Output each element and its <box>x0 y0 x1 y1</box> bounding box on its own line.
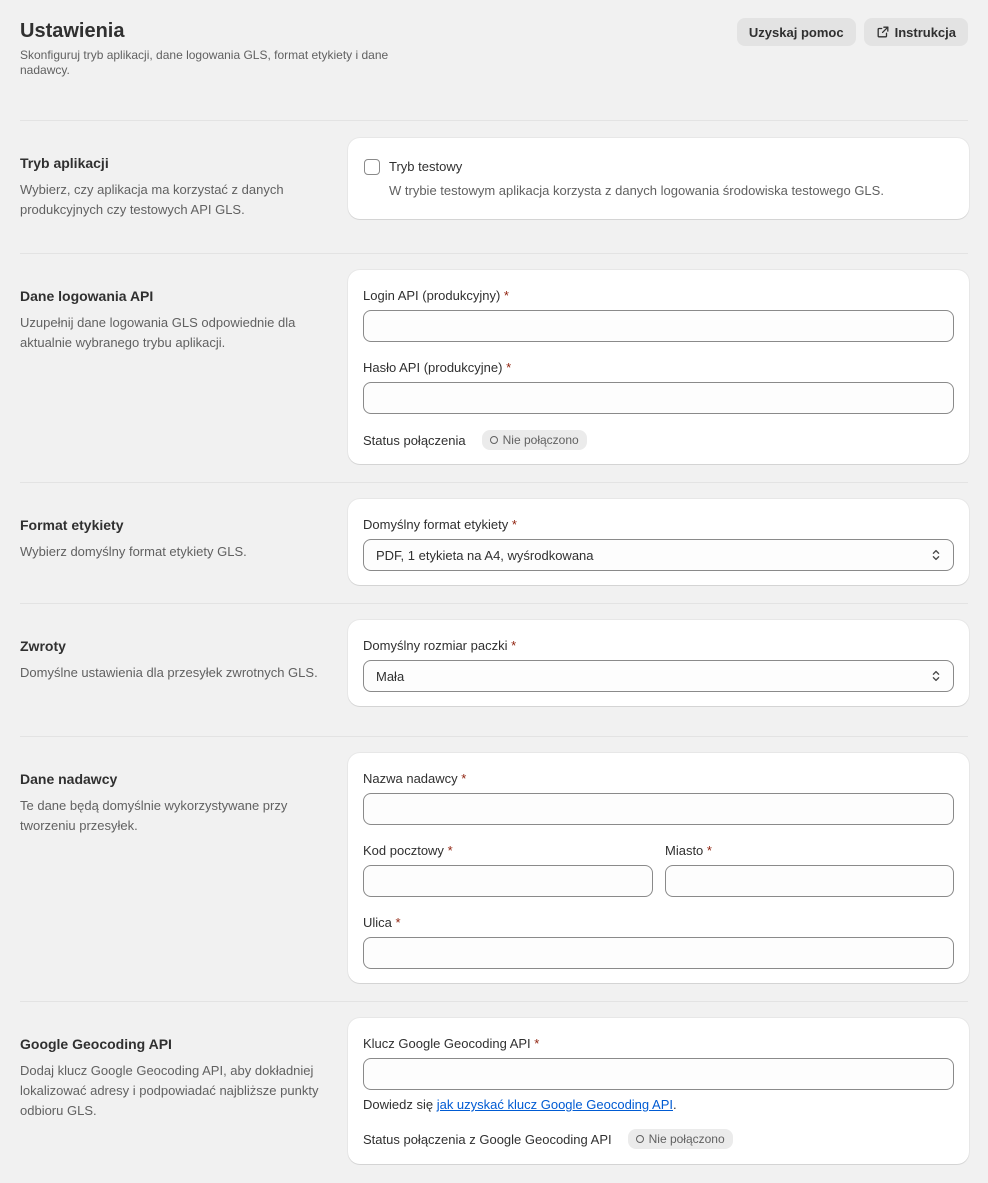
test-mode-help: W trybie testowym aplikacja korzysta z danych logowania środowiska testowego GLS. <box>389 183 884 198</box>
status-dot-icon <box>636 1135 644 1143</box>
test-mode-label[interactable]: Tryb testowy <box>389 159 463 174</box>
section-description: Wybierz, czy aplikacja ma korzystać z danych produkcyjnych czy testowych API GLS. <box>20 182 284 217</box>
login-label: Login API (produkcyjny) * <box>363 288 509 303</box>
postal-code-label: Kod pocztowy * <box>363 843 453 858</box>
geocoding-help-link[interactable]: jak uzyskać klucz Google Geocoding API <box>436 1097 673 1112</box>
section-app-mode <box>20 154 320 220</box>
street-input[interactable] <box>363 937 954 969</box>
section-geocoding <box>20 1035 320 1121</box>
login-input[interactable] <box>363 310 954 342</box>
api-credentials-card <box>348 270 969 464</box>
help-button-label: Uzyskaj pomoc <box>748 24 844 40</box>
page-subtitle: Skonfiguruj tryb aplikacji, dane logowania GLS, format etykiety i dane nadawcy. <box>20 48 389 77</box>
select-chevron-icon <box>929 669 943 683</box>
geocoding-status-label: Status połączenia z Google Geocoding API <box>363 1131 612 1147</box>
section-description: Domyślne ustawienia dla przesyłek zwrotnych GLS. <box>20 665 318 680</box>
section-description: Uzupełnij dane logowania GLS odpowiednie dla aktualnie wybranego trybu aplikacji. <box>20 315 296 350</box>
section-title: Tryb aplikacji <box>20 155 109 171</box>
geocoding-key-label: Klucz Google Geocoding API * <box>363 1036 540 1051</box>
divider <box>20 1001 968 1002</box>
header-actions <box>737 18 968 46</box>
password-input[interactable] <box>363 382 954 414</box>
section-api-credentials <box>20 287 320 353</box>
returns-card <box>348 620 969 706</box>
divider <box>20 253 968 254</box>
city-input[interactable] <box>665 865 954 897</box>
geocoding-card <box>348 1018 969 1164</box>
section-label-format <box>20 516 320 562</box>
section-description: Dodaj klucz Google Geocoding API, aby dokładniej lokalizować adresy i podpowiadać najbliższe punkty odbioru GLS. <box>20 1063 319 1118</box>
section-returns <box>20 637 320 683</box>
divider <box>20 120 968 121</box>
divider <box>20 603 968 604</box>
section-description: Te dane będą domyślnie wykorzystywane przy tworzeniu przesyłek. <box>20 798 288 833</box>
divider <box>20 482 968 483</box>
city-label: Miasto * <box>665 843 712 858</box>
package-size-label: Domyślny rozmiar paczki * <box>363 638 517 653</box>
section-title: Google Geocoding API <box>20 1036 172 1052</box>
page-title: Ustawienia <box>20 20 125 42</box>
package-size-select[interactable] <box>363 660 954 692</box>
select-chevron-icon <box>929 548 943 562</box>
help-button[interactable] <box>737 18 856 46</box>
section-title: Zwroty <box>20 638 66 654</box>
instructions-button[interactable] <box>864 18 968 46</box>
label-format-label: Domyślny format etykiety * <box>363 517 517 532</box>
geocoding-key-input[interactable] <box>363 1058 954 1090</box>
section-title: Dane nadawcy <box>20 771 118 787</box>
connection-status-label: Status połączenia <box>363 432 466 448</box>
postal-code-input[interactable] <box>363 865 653 897</box>
section-title: Dane logowania API <box>20 288 154 304</box>
status-badge: Nie połączono <box>628 1129 733 1149</box>
sender-name-input[interactable] <box>363 793 954 825</box>
external-link-icon <box>876 25 890 39</box>
test-mode-checkbox[interactable] <box>364 159 380 175</box>
section-sender <box>20 770 320 836</box>
instructions-button-label: Instrukcja <box>894 24 956 40</box>
sender-card <box>348 753 969 983</box>
connection-status-row <box>363 430 587 450</box>
app-mode-card <box>348 138 969 219</box>
status-dot-icon <box>490 436 498 444</box>
package-size-selected: Mała <box>376 668 405 684</box>
section-title: Format etykiety <box>20 517 124 533</box>
sender-name-label: Nazwa nadawcy * <box>363 771 467 786</box>
divider <box>20 736 968 737</box>
label-format-card <box>348 499 969 585</box>
page-header <box>20 18 968 88</box>
label-format-selected: PDF, 1 etykieta na A4, wyśrodkowana <box>376 547 594 563</box>
geocoding-status-row <box>363 1129 733 1149</box>
geocoding-help-text: Dowiedz się jak uzyskać klucz Google Geocoding API. <box>363 1097 677 1112</box>
section-description: Wybierz domyślny format etykiety GLS. <box>20 544 247 559</box>
street-label: Ulica * <box>363 915 401 930</box>
label-format-select[interactable] <box>363 539 954 571</box>
status-badge: Nie połączono <box>482 430 587 450</box>
password-label: Hasło API (produkcyjne) * <box>363 360 512 375</box>
